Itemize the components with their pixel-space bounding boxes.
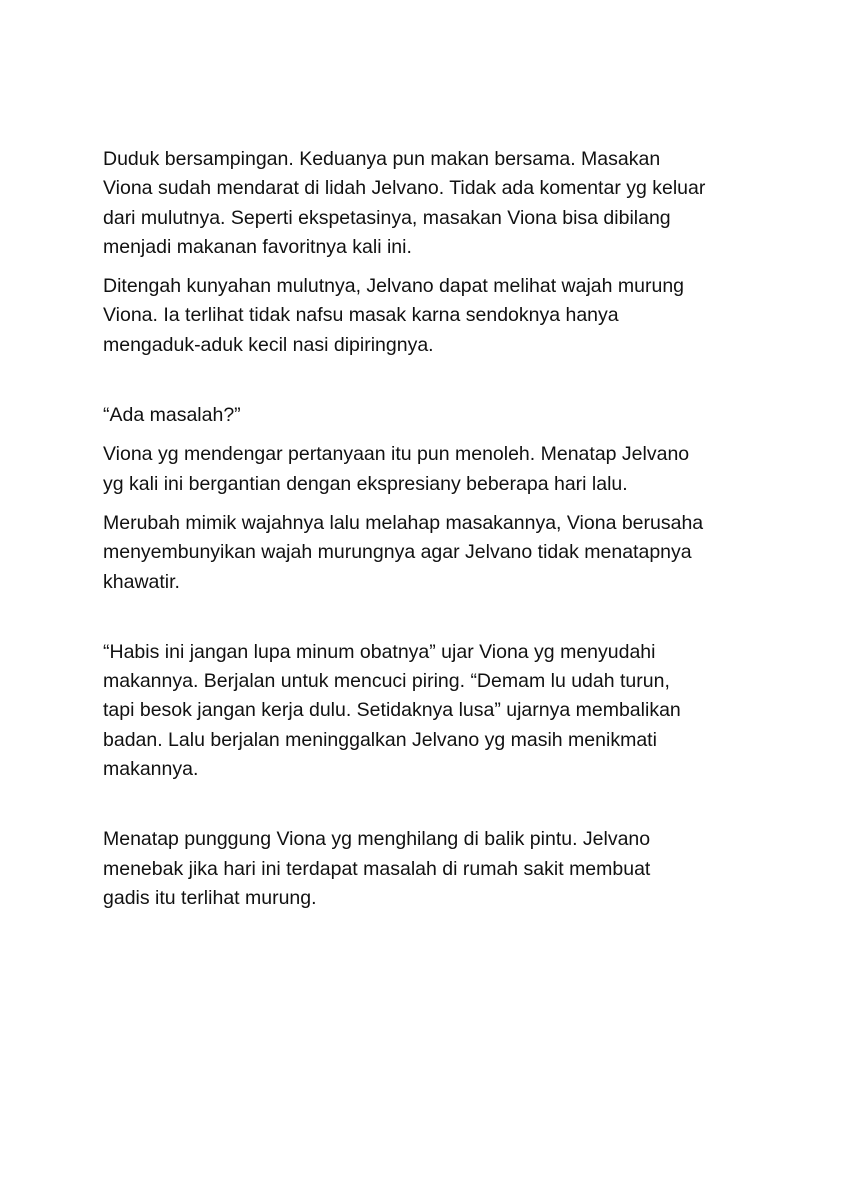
paragraph-4: Viona yg mendengar pertanyaan itu pun menoleh. Menatap Jelvano yg kali ini bergantian dengan ekspresiany beberapa hari lalu. xyxy=(103,443,690,495)
paragraph-5: Merubah mimik wajahnya lalu melahap masakannya, Viona berusaha menyembunyikan wajah murungnya agar Jelvano tidak menatapnya khawatir. xyxy=(103,511,704,593)
paragraph-2: Ditengah kunyahan mulutnya, Jelvano dapat melihat wajah murung Viona. Ia terlihat tidak nafsu masak karna sendoknya hanya mengaduk-aduk kecil nasi dipiringnya. xyxy=(103,275,685,356)
paragraph-1: Duduk bersampingan. Keduanya pun makan bersama. Masakan Viona sudah mendarat di lidah Jelvano. Tidak ada komentar yg keluar dari mulutnya. Seperti ekspetasinya, masakan Viona bisa dibilang menjadi makanan favoritnya kali ini. xyxy=(103,148,706,258)
story-text xyxy=(103,145,763,923)
paragraph-7: Menatap punggung Viona yg menghilang di balik pintu. Jelvano menebak jika hari ini terdapat masalah di rumah sakit membuat gadis itu terlihat murung. xyxy=(103,828,651,909)
paragraph-3-dialogue: “Ada masalah?” xyxy=(103,404,241,427)
paragraph-6: “Habis ini jangan lupa minum obatnya” ujar Viona yg menyudahi makannya. Berjalan untuk mencuci piring. “Demam lu udah turun, tapi besok jangan kerja dulu. Setidaknya lusa” ujarnya membalikan badan. Lalu berjalan meninggalkan Jelvano yg masih menikmati makannya. xyxy=(103,640,681,781)
